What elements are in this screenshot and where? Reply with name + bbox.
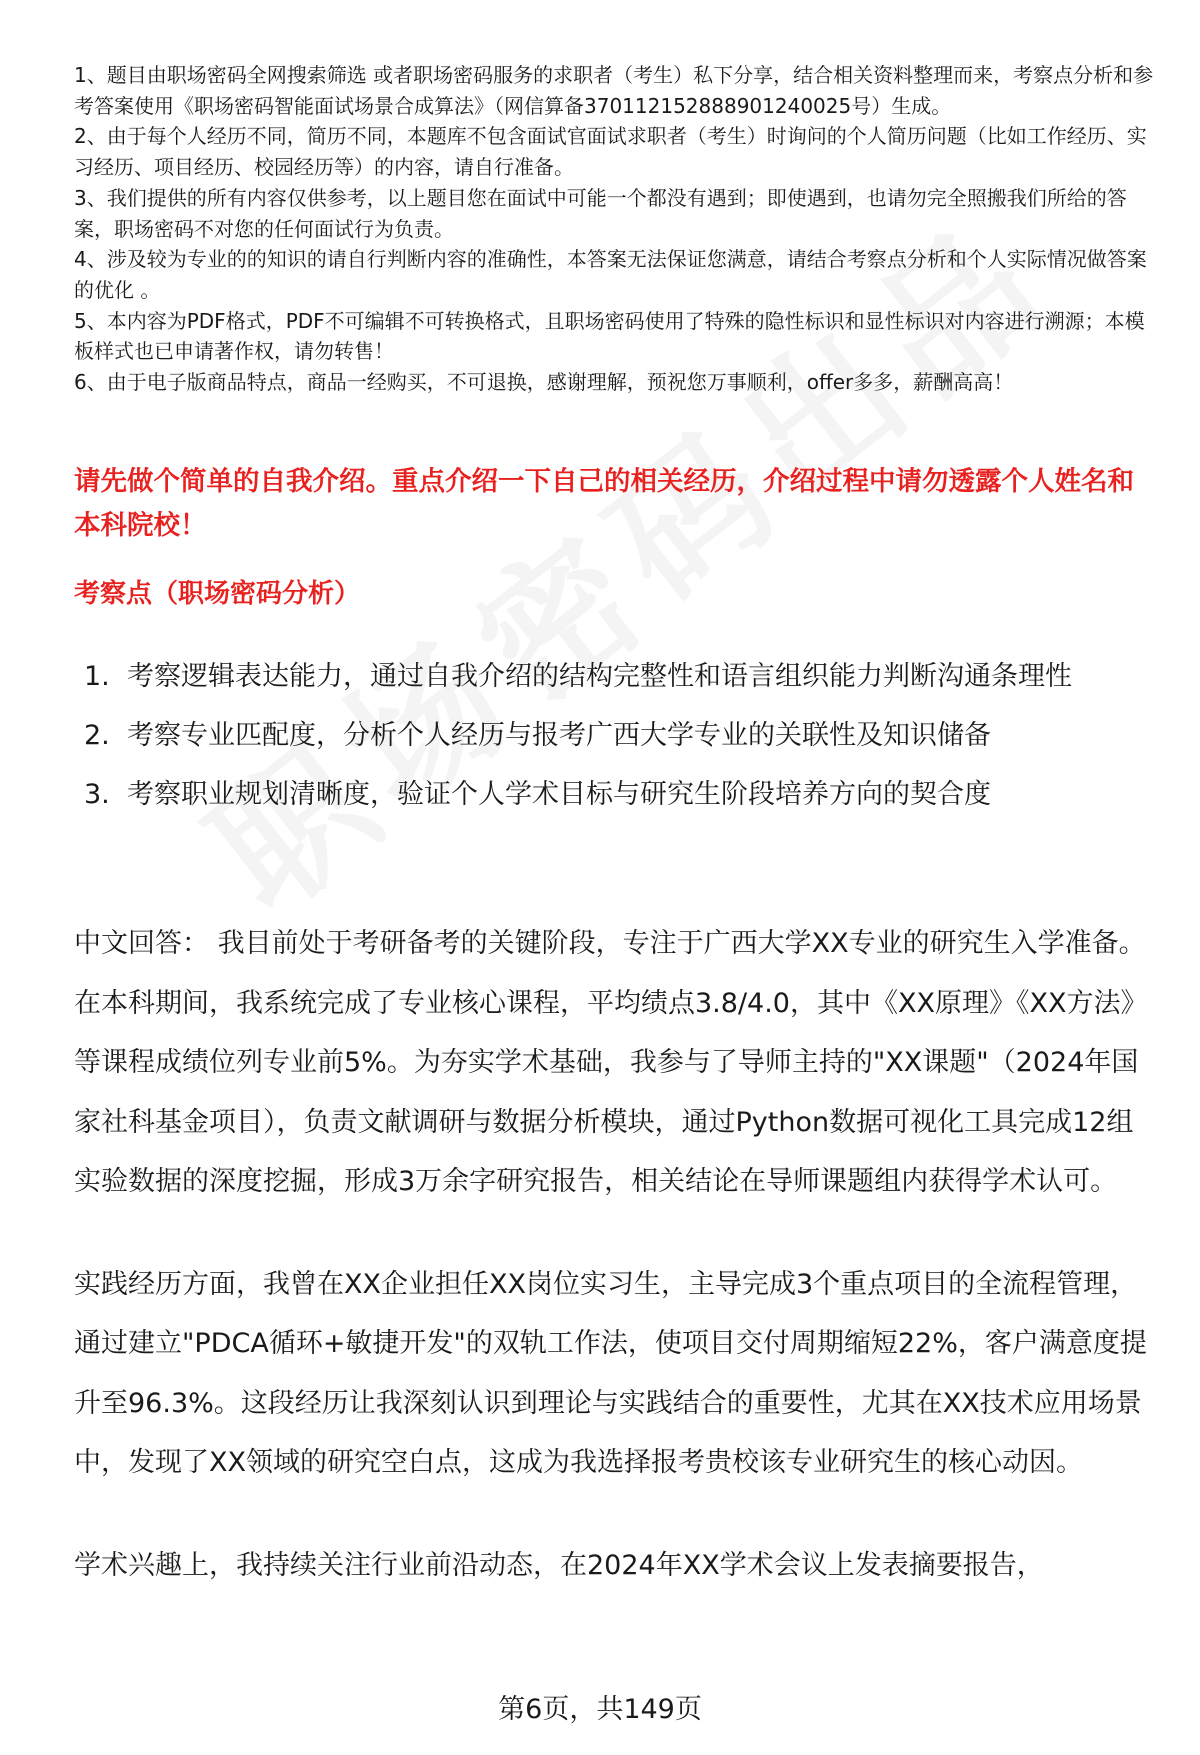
page-number-footer: 第6页，共149页 xyxy=(498,1694,702,1725)
note-4: 4、涉及较为专业的的知识的请自行判断内容的准确性，本答案无法保证您满意，请结合考察点分析和个人实际情况做答案的优化 。 xyxy=(74,247,1147,302)
interview-question: 请先做个简单的自我介绍。重点介绍一下自己的相关经历，介绍过程中请勿透露个人姓名和本科院校！ xyxy=(74,466,1134,541)
note-1: 1、题目由职场密码全网搜索筛选 或者职场密码服务的求职者（考生）私下分享，结合相关资料整理而来，考察点分析和参考答案使用《职场密码智能面试场景合成算法》（网信算备370112152888901240025号）生成。 xyxy=(74,63,1154,118)
analysis-points-list xyxy=(74,647,1154,824)
note-6: 6、由于电子版商品特点，商品一经购买，不可退换，感谢理解，预祝您万事顺利，offer多多，薪酬高高！ xyxy=(74,370,1014,395)
note-2: 2、由于每个人经历不同，简历不同，本题库不包含面试官面试求职者（考生）时询问的个人简历问题（比如工作经历、实习经历、项目经历、校园经历等）的内容，请自行准备。 xyxy=(74,124,1147,180)
disclaimer-notes xyxy=(74,60,1154,398)
analysis-point-number: 1. xyxy=(84,661,110,692)
note-5: 5、本内容为PDF格式，PDF不可编辑不可转换格式，且职场密码使用了特殊的隐性标识和显性标识对内容进行溯源；本模板样式也已申请著作权，请勿转售！ xyxy=(74,308,1145,364)
answer-paragraph-2: 实践经历方面，我曾在XX企业担任XX岗位实习生，主导完成3个重点项目的全流程管理，通过建立"PDCA循环+敏捷开发"的双轨工作法，使项目交付周期缩短22%，客户满意度提升至96.3%。这段经历让我深刻认识到理论与实践结合的重要性，尤其在XX技术应用场景中，发现了XX领域的研究空白点，这成为我选择报考贵校该专业研究生的核心动因。 xyxy=(74,1268,1147,1478)
analysis-point-text: 考察职业规划清晰度，验证个人学术目标与研究生阶段培养方向的契合度 xyxy=(127,779,991,810)
answer-paragraph-3: 学术兴趣上，我持续关注行业前沿动态，在2024年XX学术会议上发表摘要报告， xyxy=(74,1549,1044,1581)
analysis-point xyxy=(74,647,1154,706)
analysis-point-number: 3. xyxy=(84,779,110,810)
note-3: 3、我们提供的所有内容仅供参考，以上题目您在面试中可能一个都没有遇到；即使遇到，也请勿完全照搬我们所给的答案，职场密码不对您的任何面试行为负责。 xyxy=(74,185,1127,241)
analysis-point xyxy=(74,706,1154,765)
analysis-point-text: 考察专业匹配度，分析个人经历与报考广西大学专业的关联性及知识储备 xyxy=(127,720,991,751)
answer-body xyxy=(74,914,1154,1638)
analysis-point xyxy=(74,765,1154,824)
answer-paragraph-1: 中文回答： 我目前处于考研备考的关键阶段，专注于广西大学XX专业的研究生入学准备。在本科期间，我系统完成了专业核心课程，平均绩点3.8/4.0，其中《XX原理》《XX方法》等课程成绩位列专业前5%。为夯实学术基础，我参与了导师主持的"XX课题"（2024年国家社科基金项目），负责文献调研与数据分析模块，通过Python数据可视化工具完成12组实验数据的深度挖掘，形成3万余字研究报告，相关结论在导师课题组内获得学术认可。 xyxy=(74,928,1148,1197)
analysis-point-text: 考察逻辑表达能力，通过自我介绍的结构完整性和语言组织能力判断沟通条理性 xyxy=(127,661,1072,692)
analysis-point-number: 2. xyxy=(84,720,110,751)
analysis-heading: 考察点（职场密码分析） xyxy=(74,579,361,609)
